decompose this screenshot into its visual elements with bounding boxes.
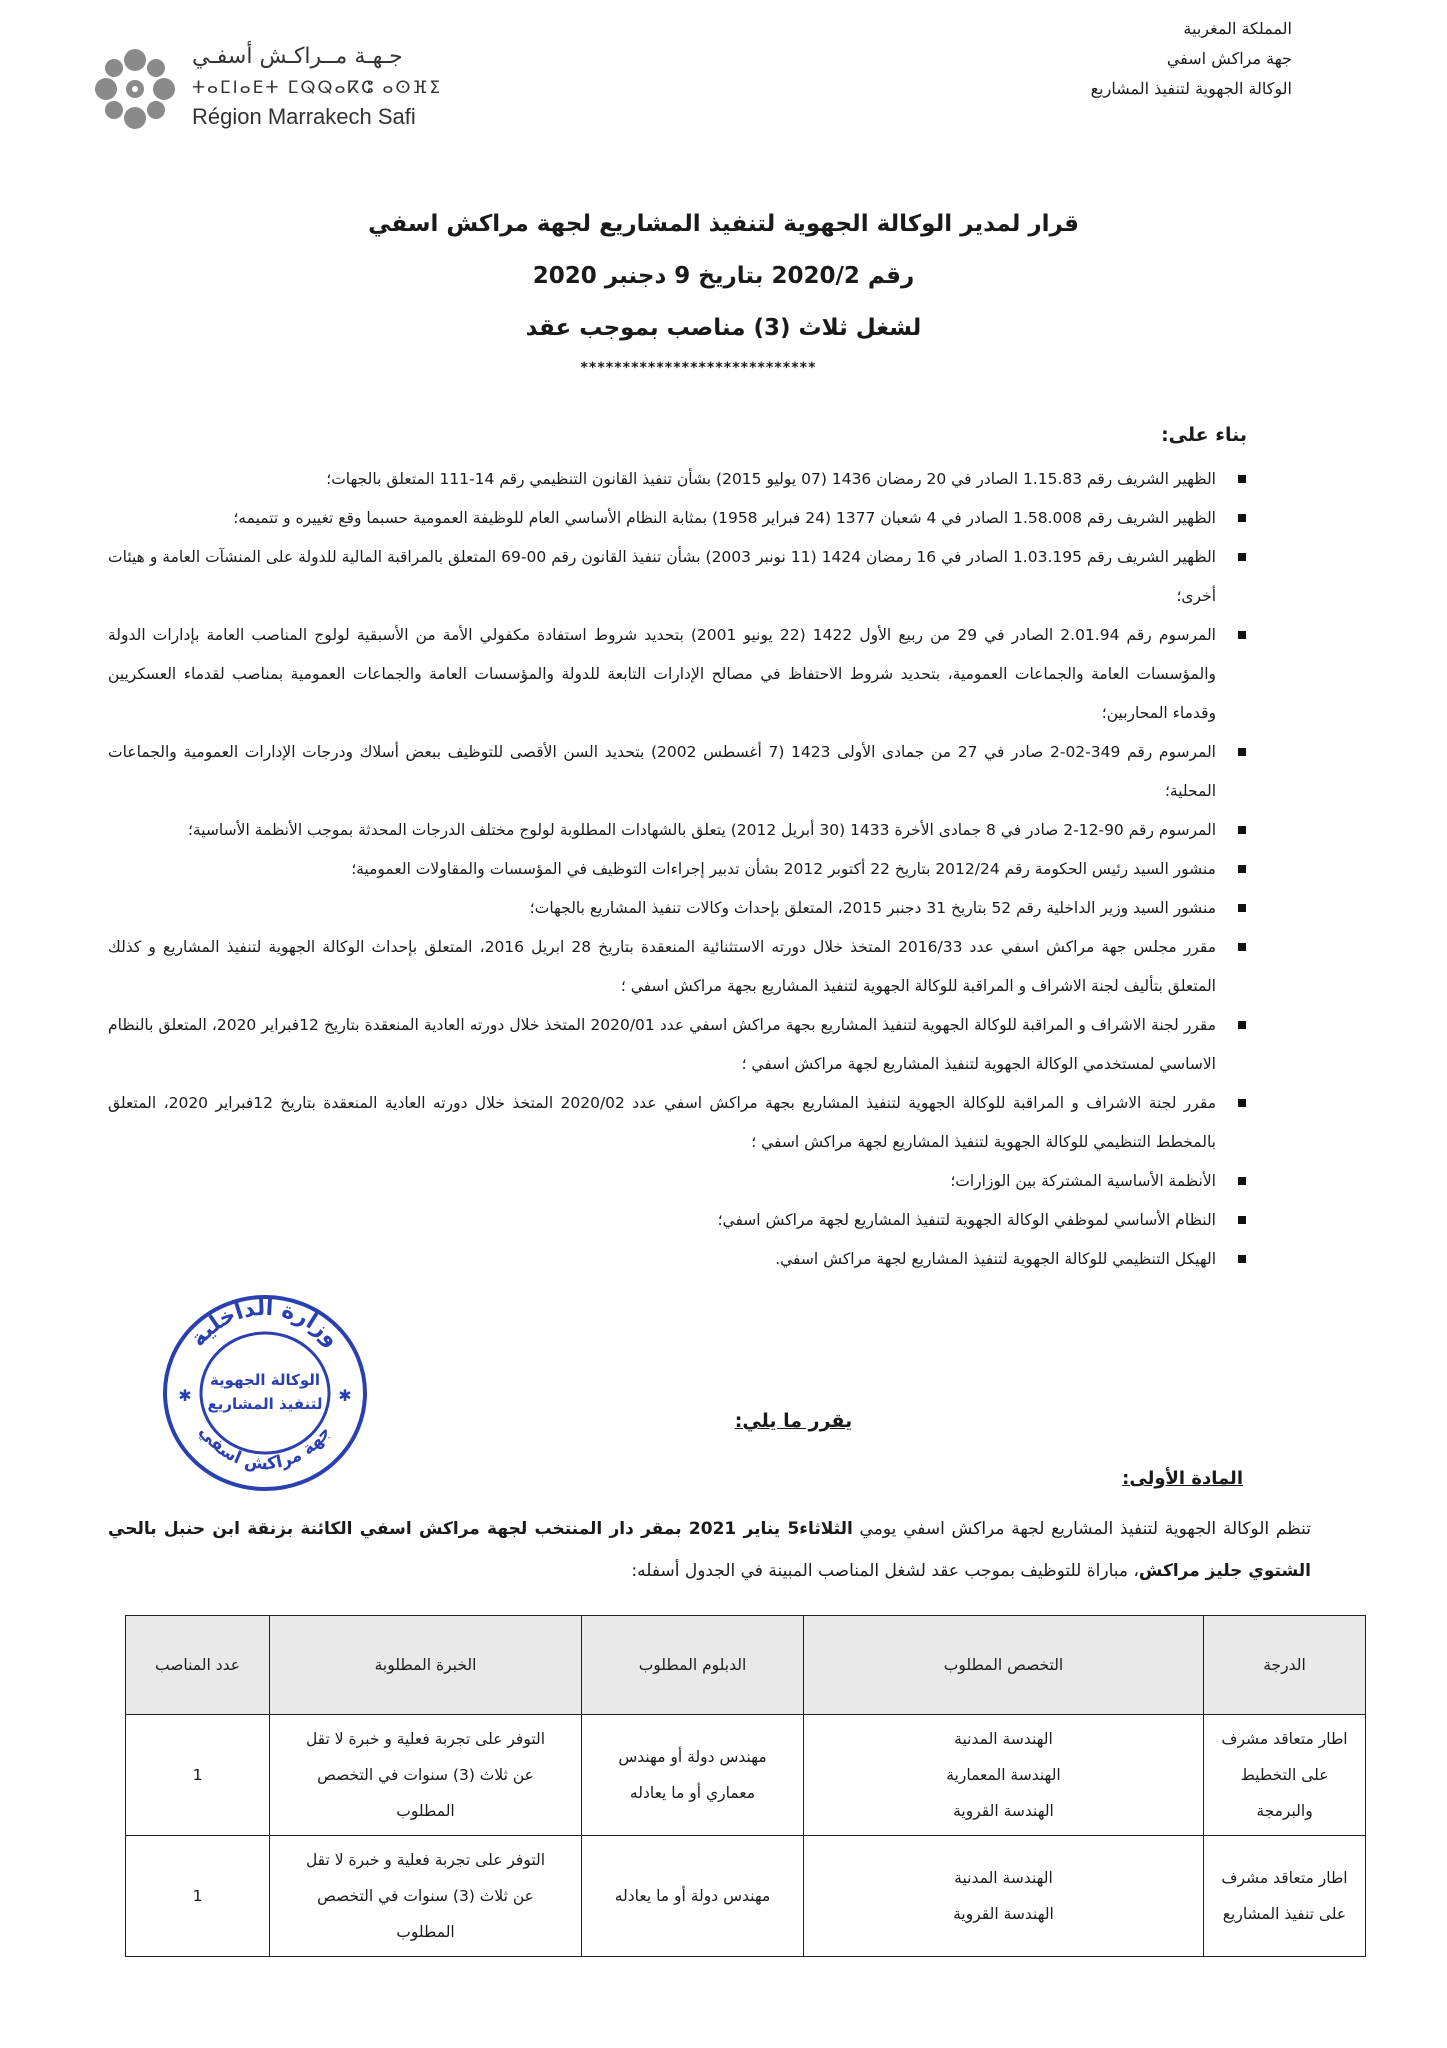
region-logo <box>92 44 452 144</box>
bullet-icon <box>1238 1099 1246 1107</box>
list-item: المرسوم رقم 90-12-2 صادر في 8 جمادى الأخرة 1433 (30 أبريل 2012) يتعلق بالشهادات المطلوبة لولوج مختلف الدرجات المحدثة بموجب الأنظمة الأساسية؛ <box>108 811 1248 850</box>
stamp-star-icon: ✱ <box>338 1386 352 1405</box>
svg-text:وزارة الداخلية <box>186 1296 345 1352</box>
bullet-icon <box>1238 943 1246 951</box>
decision-subject: لشغل ثلاث (3) مناصب بموجب عقد <box>525 315 922 341</box>
header-kingdom-block <box>1091 14 1292 104</box>
cell-diploma: مهندس دولة أو ما يعادله <box>582 1836 804 1957</box>
intro-heading: بناء على: <box>1161 424 1247 446</box>
cell-grade: اطار متعاقد مشرف على التخطيط والبرمجة <box>1204 1715 1366 1836</box>
table-row <box>126 1715 1366 1836</box>
table-row <box>126 1836 1366 1957</box>
stamp-star-icon: ✱ <box>178 1386 192 1405</box>
title-separator: **************************** <box>580 360 817 376</box>
header-specialty: التخصص المطلوب <box>804 1616 1204 1715</box>
header-experience: الخبرة المطلوبة <box>270 1616 582 1715</box>
cell-count: 1 <box>126 1836 270 1957</box>
stamp-inner-line-1: الوكالة الجهوية <box>209 1371 321 1389</box>
header-grade: الدرجة <box>1204 1616 1366 1715</box>
bullet-icon <box>1238 1255 1246 1263</box>
stamp-inner-line-2: لتنفيذ المشاريع <box>207 1395 323 1413</box>
bullet-icon <box>1238 748 1246 756</box>
list-item: مقرر مجلس جهة مراكش اسفي عدد 2016/33 المتخذ خلال دورته الاستثنائية المنعقدة بتاريخ 28 ابريل 2016، المتعلق بإحداث الوكالة الجهوية لتنفيذ المشاريع و كذلك المتعلق بتأليف لجنة الاشراف و المراقبة للوكالة الجهوية لتنفيذ المشاريع بجهة مراكش اسفي ؛ <box>108 928 1248 1006</box>
cell-grade: اطار متعاقد مشرف على تنفيذ المشاريع <box>1204 1836 1366 1957</box>
official-stamp-icon <box>155 1285 375 1495</box>
table-header-row <box>126 1616 1366 1715</box>
header-region: جهة مراكش اسفي <box>1166 49 1292 68</box>
list-item: الظهير الشريف رقم 1.58.008 الصادر في 4 شعبان 1377 (24 فبراير 1958) بمثابة النظام الأساسي العام للوظيفة العمومية حسبما وقع تغييره و تتميمه؛ <box>108 499 1248 538</box>
header-kingdom: المملكة المغربية <box>1183 19 1292 38</box>
bullet-icon <box>1238 904 1246 912</box>
article-text-c: ، مباراة للتوظيف بموجب عقد لشغل المناصب المبينة في الجدول أسفله: <box>631 1561 1139 1581</box>
decision-number: رقم 2020/2 بتاريخ 9 دجنبر 2020 <box>532 263 915 289</box>
decision-heading: يقرر ما يلي: <box>734 1410 853 1432</box>
stamp-bottom-text: جهة مراكش اسفي <box>194 1422 336 1475</box>
list-item: منشور السيد وزير الداخلية رقم 52 بتاريخ 31 دجنبر 2015، المتعلق بإحداث وكالات تنفيذ المشاريع بالجهات؛ <box>108 889 1248 928</box>
header-count: عدد المناصب <box>126 1616 270 1715</box>
list-item: منشور السيد رئيس الحكومة رقم 2012/24 بتاريخ 22 أكتوبر 2012 بشأن تدبير إجراءات التوظيف في المؤسسات والمقاولات العمومية؛ <box>108 850 1248 889</box>
article-title: المادة الأولى: <box>1122 1468 1243 1489</box>
legal-references-list <box>108 460 1248 1279</box>
bullet-icon <box>1238 826 1246 834</box>
cell-experience: التوفر على تجربة فعلية و خبرة لا تقل عن ثلاث (3) سنوات في التخصص المطلوب <box>270 1836 582 1957</box>
article-text-a: تنظم الوكالة الجهوية لتنفيذ المشاريع لجهة مراكش اسفي يومي <box>859 1519 1311 1539</box>
decision-title: قرار لمدير الوكالة الجهوية لتنفيذ المشاريع لجهة مراكش اسفي <box>368 211 1079 237</box>
decision-title-block <box>0 198 1447 354</box>
list-item: الظهير الشريف رقم 1.15.83 الصادر في 20 رمضان 1436 (07 يوليو 2015) بشأن تنفيذ القانون التنظيمي رقم 14-111 المتعلق بالجهات؛ <box>108 460 1248 499</box>
list-item: الظهير الشريف رقم 1.03.195 الصادر في 16 رمضان 1424 (11 نونبر 2003) بشأن تنفيذ القانون رقم 00-69 المتعلق بالمراقبة المالية للدولة على المنشآت العامة و هيئات أخرى؛ <box>108 538 1248 616</box>
bullet-icon <box>1238 1216 1246 1224</box>
bullet-icon <box>1238 865 1246 873</box>
logo-tifinagh-text: ⵜⴰⵎⵏⴰⴹⵜ ⵎⵕⵕⴰⴽⵛ ⴰⵙⴼⵉ <box>192 78 443 98</box>
article-text-b: الثلاثاء5 يناير 2021 بمقر دار المنتخب لجهة مراكش اسفي الكائنة بزنقة ابن حنبل بالحي الشتوي جليز مراكش <box>108 1519 1311 1581</box>
list-item: المرسوم رقم 2.01.94 الصادر في 29 من ربيع الأول 1422 (22 يونيو 2001) بتحديد شروط استفادة مكفولي الأمة من الأسبقية لولوج المناصب العامة بإدارات الدولة والمؤسسات العامة والجماعات العمومية، بتحديد شروط الاحتفاظ في مصالح الإدارات التابعة للدولة والمؤسسات العامة والجماعات العمومية بمناصب لقدماء العسكريين وقدماء المحاربين؛ <box>108 616 1248 733</box>
list-item: الأنظمة الأساسية المشتركة بين الوزارات؛ <box>108 1162 1248 1201</box>
list-item: الهيكل التنظيمي للوكالة الجهوية لتنفيذ المشاريع لجهة مراكش اسفي. <box>108 1240 1248 1279</box>
positions-table <box>125 1615 1366 1957</box>
decision-heading-wrap <box>0 1410 1447 1432</box>
list-item: مقرر لجنة الاشراف و المراقبة للوكالة الجهوية لتنفيذ المشاريع بجهة مراكش اسفي عدد 2020/02 المتخذ خلال دورته العادية المنعقدة بتاريخ 12فبراير 2020، المتعلق بالمخطط التنظيمي للوكالة الجهوية لتنفيذ المشاريع لجهة مراكش اسفي ؛ <box>108 1084 1248 1162</box>
bullet-icon <box>1238 631 1246 639</box>
list-item: مقرر لجنة الاشراف و المراقبة للوكالة الجهوية لتنفيذ المشاريع بجهة مراكش اسفي عدد 2020/01 المتخذ خلال دورته العادية المنعقدة بتاريخ 12فبراير 2020، المتعلق بالنظام الاساسي لمستخدمي الوكالة الجهوية لتنفيذ المشاريع لجهة مراكش اسفي ؛ <box>108 1006 1248 1084</box>
bullet-icon <box>1238 553 1246 561</box>
cell-count: 1 <box>126 1715 270 1836</box>
cell-specialty: الهندسة المدنية الهندسة القروية <box>804 1836 1204 1957</box>
cell-diploma: مهندس دولة أو مهندس معماري أو ما يعادله <box>582 1715 804 1836</box>
cell-experience: التوفر على تجربة فعلية و خبرة لا تقل عن ثلاث (3) سنوات في التخصص المطلوب <box>270 1715 582 1836</box>
list-item: المرسوم رقم 349-02-2 صادر في 27 من جمادى الأولى 1423 (7 أغسطس 2002) بتحديد السن الأقصى للتوظيف ببعض أسلاك ودرجات الإدارات العمومية والجماعات المحلية؛ <box>108 733 1248 811</box>
header-diploma: الدبلوم المطلوب <box>582 1616 804 1715</box>
header-agency: الوكالة الجهوية لتنفيذ المشاريع <box>1090 79 1292 98</box>
region-emblem-icon <box>92 46 178 132</box>
article-body <box>108 1508 1311 1592</box>
bullet-icon <box>1238 1177 1246 1185</box>
bullet-icon <box>1238 475 1246 483</box>
bullet-icon <box>1238 514 1246 522</box>
list-item: النظام الأساسي لموظفي الوكالة الجهوية لتنفيذ المشاريع لجهة مراكش اسفي؛ <box>108 1201 1248 1240</box>
bullet-icon <box>1238 1021 1246 1029</box>
logo-french-text: Région Marrakech Safi <box>192 104 416 129</box>
stamp-outer-text: وزارة الداخلية <box>185 1295 345 1352</box>
logo-arabic-text: جـهـة مــراكـش أسفـي <box>192 44 403 69</box>
cell-specialty: الهندسة المدنية الهندسة المعمارية الهندسة القروية <box>804 1715 1204 1836</box>
